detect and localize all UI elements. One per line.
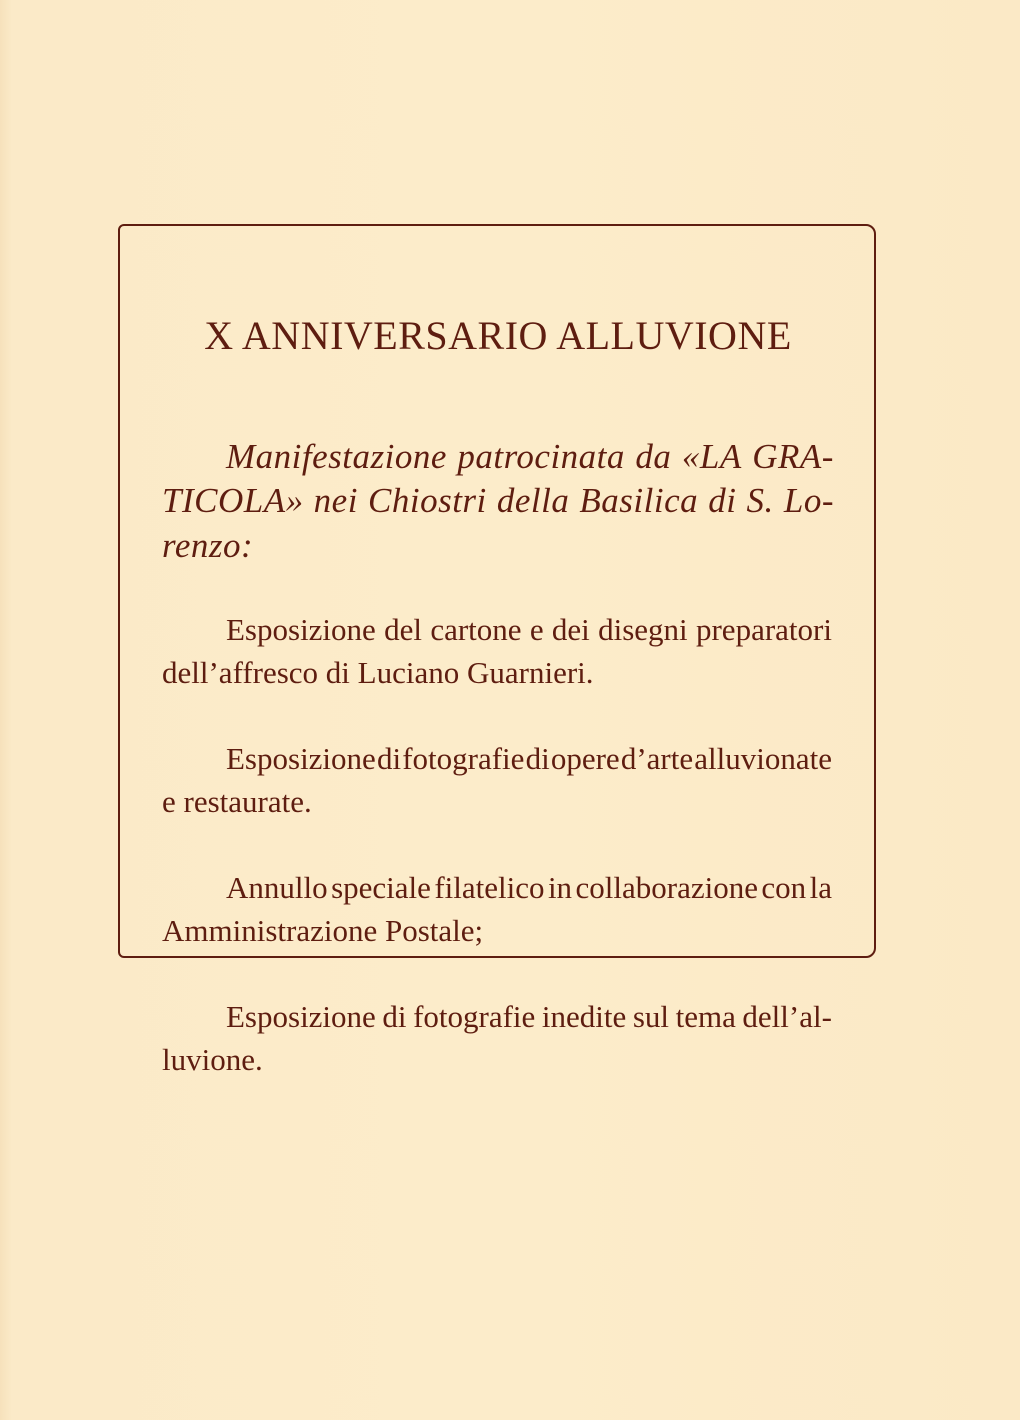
item-word: Annullo	[226, 870, 328, 905]
item-word: dei	[551, 612, 590, 647]
item-4-line-1	[226, 999, 832, 1035]
item-word: disegni	[598, 612, 688, 647]
intro-word: GRA-	[752, 437, 834, 476]
item-word: sul	[632, 999, 670, 1034]
intro-word: Chiostri	[368, 481, 487, 520]
item-word: fotografie	[402, 741, 525, 776]
intro-line-3: renzo:	[162, 526, 254, 565]
intro-word: della	[496, 481, 570, 520]
intro-line-1	[226, 437, 834, 477]
intro-word: «LA	[681, 437, 742, 476]
item-word: Esposizione	[226, 999, 376, 1034]
item-word: collaborazione	[575, 870, 758, 905]
item-2-line-2: e restaurate.	[162, 784, 312, 819]
item-word: alluvionate	[694, 741, 832, 776]
intro-word: TICOLA»	[162, 481, 304, 520]
intro-word: patrocinata	[457, 437, 625, 476]
item-2-line-1	[226, 741, 832, 777]
item-word: in	[547, 870, 573, 905]
item-1-line-2: dell’affresco di Luciano Guarnieri.	[162, 655, 594, 690]
item-word: di	[525, 741, 550, 776]
item-word: Esposizione	[226, 612, 376, 647]
item-3-line-2: Amministrazione Postale;	[162, 913, 484, 948]
intro-word: nei	[313, 481, 358, 520]
intro-word: Lo-	[783, 481, 834, 520]
intro-word: da	[635, 437, 672, 476]
item-word: opere	[550, 741, 620, 776]
intro-line-2	[162, 481, 834, 521]
item-word: di	[376, 741, 402, 776]
item-word: Esposizione	[226, 741, 376, 776]
item-word: inedite	[541, 999, 627, 1034]
item-word: dell’al-	[742, 999, 832, 1034]
intro-word: Basilica	[579, 481, 699, 520]
item-3-line-1	[226, 870, 832, 906]
page-title: X ANNIVERSARIO ALLUVIONE	[204, 313, 792, 358]
intro-word: di	[708, 481, 737, 520]
intro-word: S.	[746, 481, 774, 520]
intro-word: Manifestazione	[226, 437, 447, 476]
item-word: filatelico	[434, 870, 545, 905]
item-word: la	[809, 870, 832, 905]
item-word: d’arte	[620, 741, 694, 776]
item-word: cartone	[430, 612, 522, 647]
item-1-line-1	[226, 612, 832, 648]
item-word: e	[529, 612, 544, 647]
item-word: del	[384, 612, 422, 647]
item-word: tema	[675, 999, 736, 1034]
item-word: preparatori	[695, 612, 832, 647]
item-word: di	[382, 999, 407, 1034]
item-4-line-2: luvione.	[162, 1042, 263, 1077]
item-word: speciale	[331, 870, 431, 905]
item-word: con	[761, 870, 807, 905]
item-word: fotografie	[413, 999, 536, 1034]
